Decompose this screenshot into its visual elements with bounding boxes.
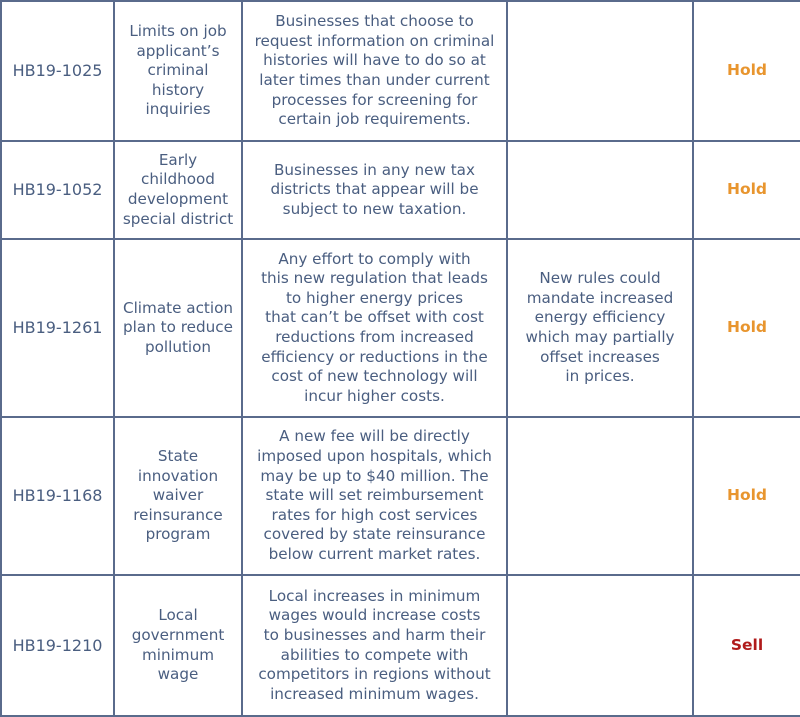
bill-title: Limits on job applicant’s criminal history inquiries — [114, 1, 242, 141]
table-row — [1, 141, 800, 239]
bill-number: HB19-1025 — [1, 1, 114, 141]
bill-title: Early childhood development special district — [114, 141, 242, 239]
bill-number: HB19-1168 — [1, 417, 114, 575]
business-cost-description: Any effort to comply with this new regulation that leads to higher energy prices that can’t be offset with cost reductions from increased efficiency or reductions in the cost of new technology will incur higher costs. — [242, 239, 507, 417]
business-benefit-description — [507, 575, 693, 716]
business-benefit-description — [507, 141, 693, 239]
rating-badge: Hold — [693, 417, 800, 575]
bill-title: State innovation waiver reinsurance program — [114, 417, 242, 575]
business-benefit-description — [507, 417, 693, 575]
table-row — [1, 575, 800, 716]
business-cost-description: Businesses in any new tax districts that appear will be subject to new taxation. — [242, 141, 507, 239]
business-benefit-description — [507, 1, 693, 141]
bill-number: HB19-1052 — [1, 141, 114, 239]
rating-badge: Hold — [693, 141, 800, 239]
business-cost-description: Local increases in minimum wages would increase costs to businesses and harm their abilities to compete with competitors in regions without increased minimum wages. — [242, 575, 507, 716]
bill-number: HB19-1210 — [1, 575, 114, 716]
rating-badge: Hold — [693, 239, 800, 417]
business-cost-description: Businesses that choose to request information on criminal histories will have to do so at later times than under current processes for screening for certain job requirements. — [242, 1, 507, 141]
bill-number: HB19-1261 — [1, 239, 114, 417]
rating-badge: Sell — [693, 575, 800, 716]
bill-title: Local government minimum wage — [114, 575, 242, 716]
rating-badge: Hold — [693, 1, 800, 141]
business-cost-description: A new fee will be directly imposed upon hospitals, which may be up to $40 million. The state will set reimbursement rates for high cost services covered by state reinsurance below current market rates. — [242, 417, 507, 575]
bill-title: Climate action plan to reduce pollution — [114, 239, 242, 417]
table-row — [1, 417, 800, 575]
business-benefit-description: New rules could mandate increased energy efficiency which may partially offset increases in prices. — [507, 239, 693, 417]
table-row — [1, 1, 800, 141]
table-row — [1, 239, 800, 417]
